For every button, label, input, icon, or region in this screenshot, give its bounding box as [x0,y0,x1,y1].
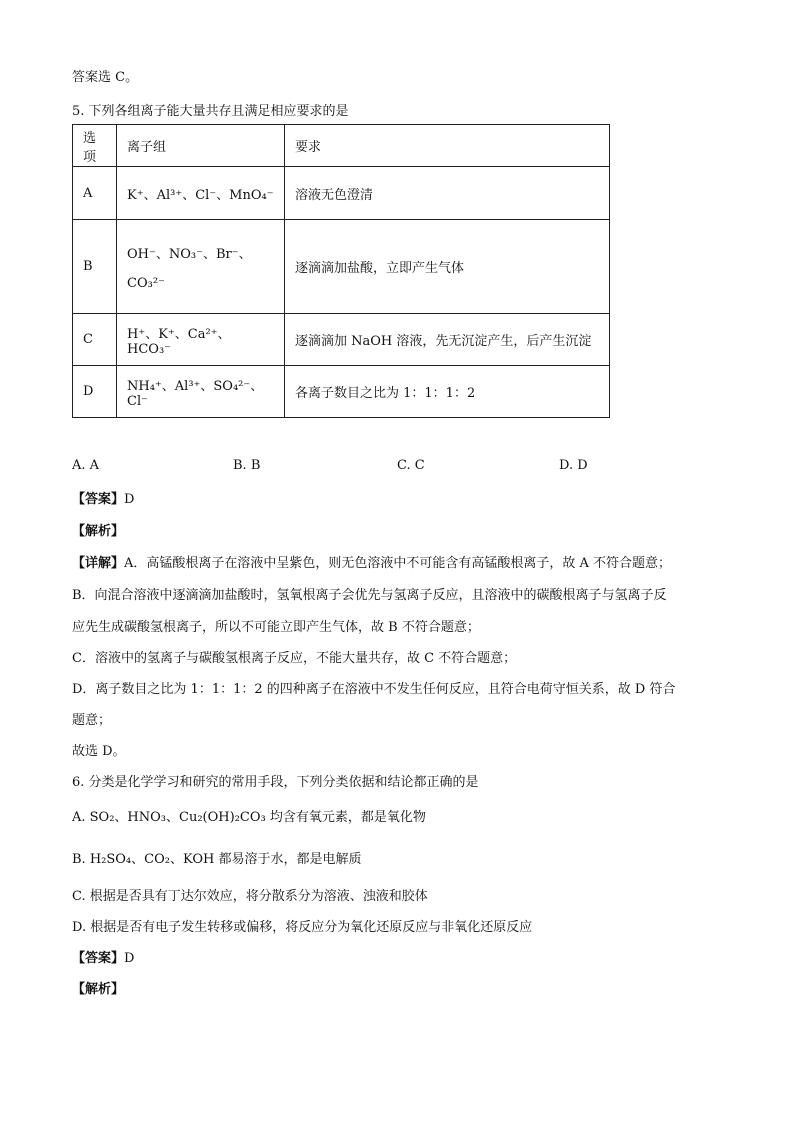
previous-answer: 答案选 C。 [72,70,139,85]
q5-detail-line: C．溶液中的氢离子与碳酸氢根离子反应，不能大量共存，故 C 不符合题意； [72,651,517,666]
question-5-table [72,124,610,418]
q6-answer: 【答案】D [72,951,135,966]
header-ions: 离子组 [117,125,285,167]
q6-option-d: D. 根据是否有电子发生转移或偏移，将反应分为氧化还原反应与非氧化还原反应 [72,920,533,935]
q5-detail-line: 应先生成碳酸氢根离子，所以不可能立即产生气体，故 B 不符合题意； [72,620,480,635]
row-requirement: 逐滴滴加盐酸，立即产生气体 [285,220,610,314]
row-ions: K⁺、Al³⁺、Cl⁻、MnO₄⁻ [117,167,285,220]
q6-analysis-label: 【解析】 [72,982,125,997]
table-row [73,167,610,220]
q5-detail-line: 【详解】A．高锰酸根离子在溶液中呈紫色，则无色溶液中不可能含有高锰酸根离子，故 A 不符合题意； [72,556,672,571]
table-row [73,366,610,418]
ions-line-1: OH⁻、NO₃⁻、Br⁻、 [127,246,252,262]
row-ions: NH₄⁺、Al³⁺、SO₄²⁻、Cl⁻ [117,366,285,418]
row-option: C [73,314,117,366]
q6-option-a: A. SO₂、HNO₃、Cu₂(OH)₂CO₃ 均含有氧元素，都是氧化物 [72,810,426,825]
row-requirement: 溶液无色澄清 [285,167,610,220]
header-option: 选项 [73,125,117,167]
row-option: A [73,167,117,220]
q5-detail-line: B．向混合溶液中逐滴滴加盐酸时，氢氧根离子会优先与氢离子反应，且溶液中的碳酸根离子与氢离子反 [72,588,667,603]
question-6-stem: 6. 分类是化学学习和研究的常用手段，下列分类依据和结论都正确的是 [72,775,479,790]
q6-option-c: C. 根据是否具有丁达尔效应，将分散系分为溶液、浊液和胶体 [72,889,428,904]
row-requirement: 各离子数目之比为 1：1：1：2 [285,366,610,418]
q6-option-b: B. H₂SO₄、CO₂、KOH 都易溶于水，都是电解质 [72,852,362,867]
question-5-stem: 5. 下列各组离子能大量共存且满足相应要求的是 [72,104,349,119]
q5-option-b: B. B [233,458,261,473]
q5-detail-line: D．离子数目之比为 1：1：1：2 的四种离子在溶液中不发生任何反应，且符合电荷守恒关系，故 D 符合 [72,682,676,697]
q5-detail-line: 题意； [72,713,112,728]
row-ions [117,220,285,314]
q5-detail-line: 故选 D。 [72,744,126,759]
row-option: B [73,220,117,314]
q5-option-c: C. C [397,458,425,473]
q5-option-d: D. D [559,458,588,473]
table-header-row [73,125,610,167]
header-requirement: 要求 [285,125,610,167]
ions-line-2: CO₃²⁻ [127,275,165,291]
table-row [73,314,610,366]
q5-option-a: A. A [72,458,100,473]
q5-answer: 【答案】D [72,492,135,507]
row-option: D [73,366,117,418]
row-ions: H⁺、K⁺、Ca²⁺、HCO₃⁻ [117,314,285,366]
table-row [73,220,610,314]
row-requirement: 逐滴滴加 NaOH 溶液，先无沉淀产生，后产生沉淀 [285,314,610,366]
q5-analysis-label: 【解析】 [72,524,125,539]
